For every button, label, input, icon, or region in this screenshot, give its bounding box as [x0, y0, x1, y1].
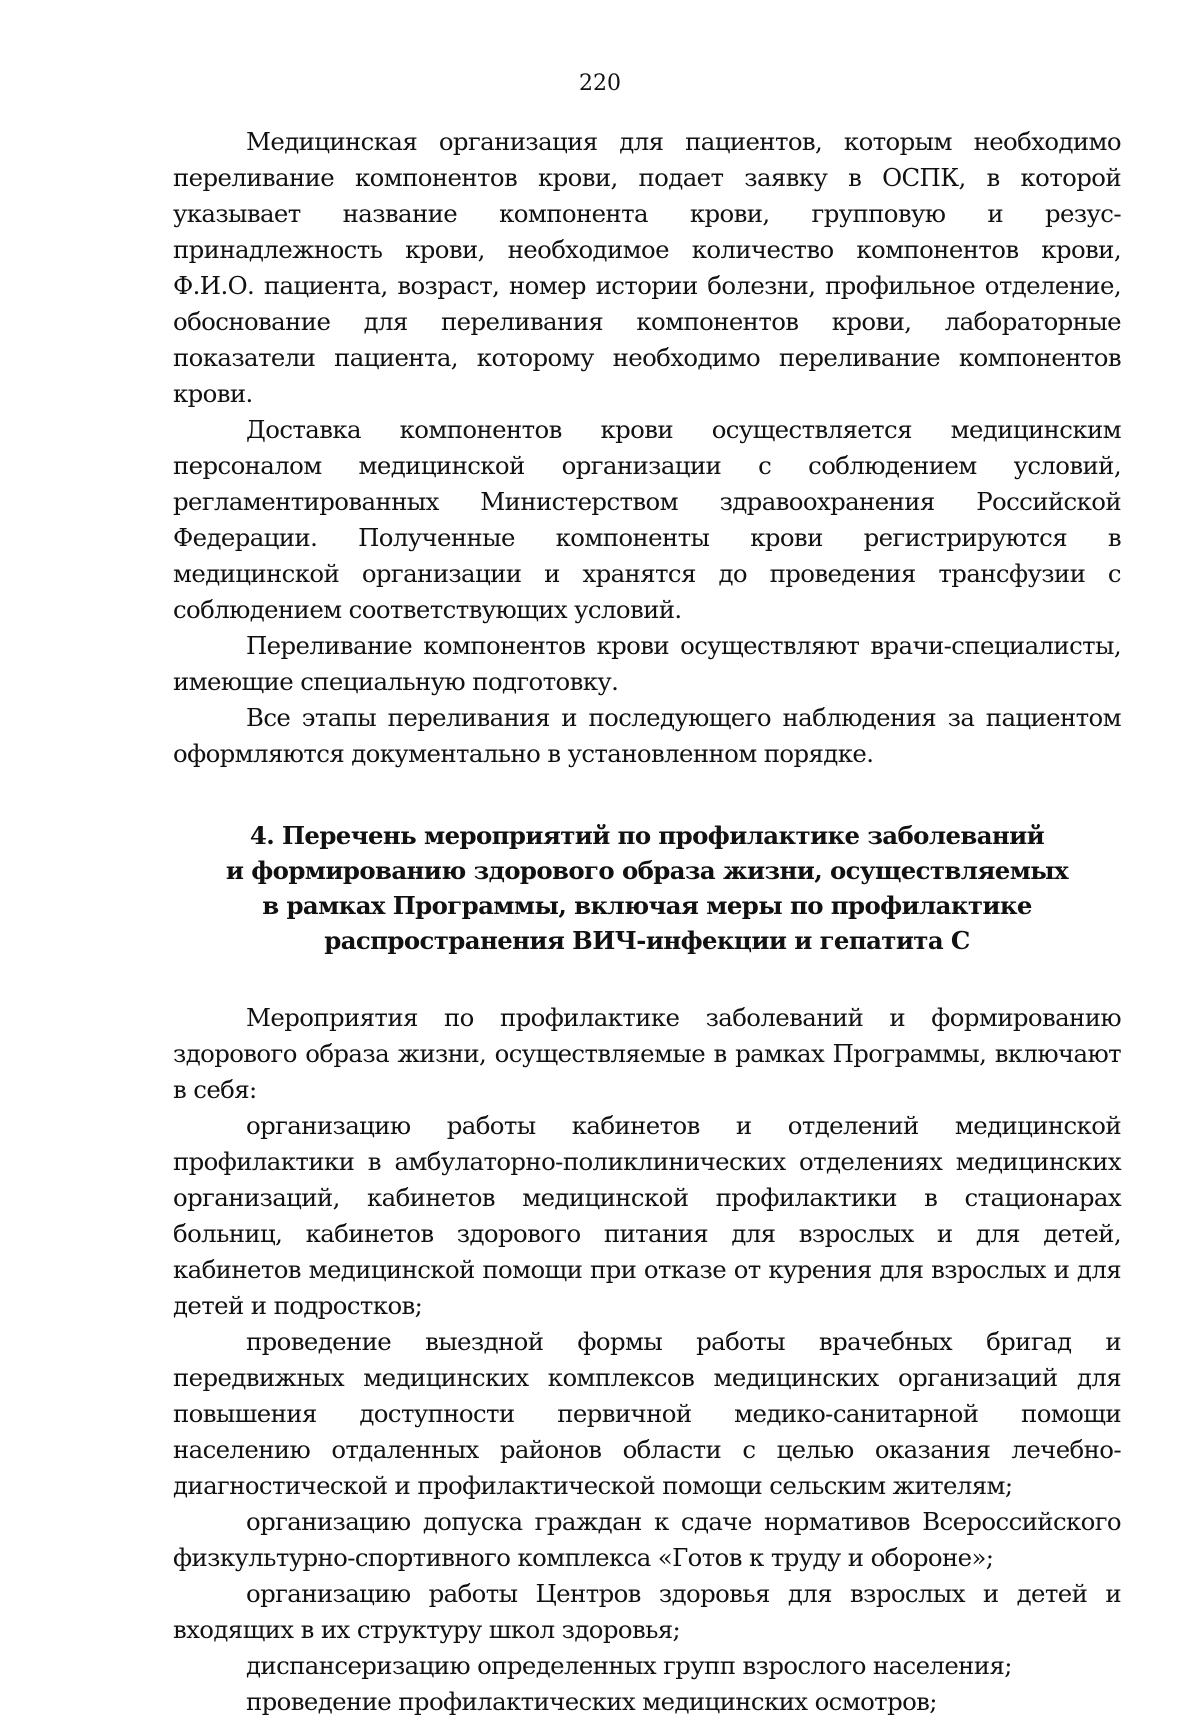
list-item-dispensarization: диспансеризацию определенных групп взрослого населения;	[246, 1651, 1012, 1680]
page-content	[173, 124, 1121, 1720]
paragraph-blood-delivery: Доставка компонентов крови осуществляется медицинским персоналом медицинской организации с соблюдением условий, регламентированных Министерством здравоохранения Российской Федерации. Полученные компоненты крови регистрируются в медицинской организации и хранятся до проведения трансфузии с соблюдением соответствующих условий.	[173, 415, 1121, 624]
paragraph-blood-request: Медицинская организация для пациентов, которым необходимо переливание компонентов крови, подает заявку в ОСПК, в которой указывает название компонента крови, групповую и резус-принадлежность крови, необходимое количество компонентов крови, Ф.И.О. пациента, возраст, номер истории болезни, профильное отделение, обоснование для переливания компонентов крови, лабораторные показатели пациента, которому необходимо переливание компонентов крови.	[173, 127, 1121, 408]
list-item-medical-examinations: проведение профилактических медицинских осмотров;	[246, 1687, 937, 1716]
section-heading	[173, 818, 1121, 958]
section-heading-line: в рамках Программы, включая меры по профилактике	[262, 891, 1032, 920]
paragraph-transfusion-specialists: Переливание компонентов крови осуществляют врачи-специалисты, имеющие специальную подготовку.	[173, 631, 1121, 696]
section-heading-line: и формированию здорового образа жизни, осуществляемых	[225, 856, 1069, 885]
list-item-mobile-teams: проведение выездной формы работы врачебных бригад и передвижных медицинских комплексов медицинских организаций для повышения доступности первичной медико-санитарной помощи населению отдаленных районов области с целью оказания лечебно-диагностической и профилактической помощи сельским жителям;	[173, 1327, 1121, 1500]
section-heading-line: распространения ВИЧ-инфекции и гепатита С	[324, 926, 970, 955]
list-item-health-centers: организацию работы Центров здоровья для взрослых и детей и входящих в их структуру школ здоровья;	[173, 1579, 1121, 1644]
paragraph-documentation: Все этапы переливания и последующего наблюдения за пациентом оформляются документально в установленном порядке.	[173, 703, 1121, 768]
list-item-gto-norms: организацию допуска граждан к сдаче нормативов Всероссийского физкультурно-спортивного комплекса «Готов к труду и обороне»;	[173, 1507, 1121, 1572]
paragraph-measures-intro: Мероприятия по профилактике заболеваний и формированию здорового образа жизни, осуществляемые в рамках Программы, включают в себя:	[173, 1003, 1121, 1104]
section-heading-line: 4. Перечень мероприятий по профилактике заболеваний	[249, 821, 1045, 850]
page-number: 220	[579, 71, 621, 96]
list-item-prevention-offices: организацию работы кабинетов и отделений медицинской профилактики в амбулаторно-поликлинических отделениях медицинских организаций, кабинетов медицинской профилактики в стационарах больниц, кабинетов здорового питания для взрослых и для детей, кабинетов медицинской помощи при отказе от курения для взрослых и для детей и подростков;	[173, 1111, 1121, 1320]
